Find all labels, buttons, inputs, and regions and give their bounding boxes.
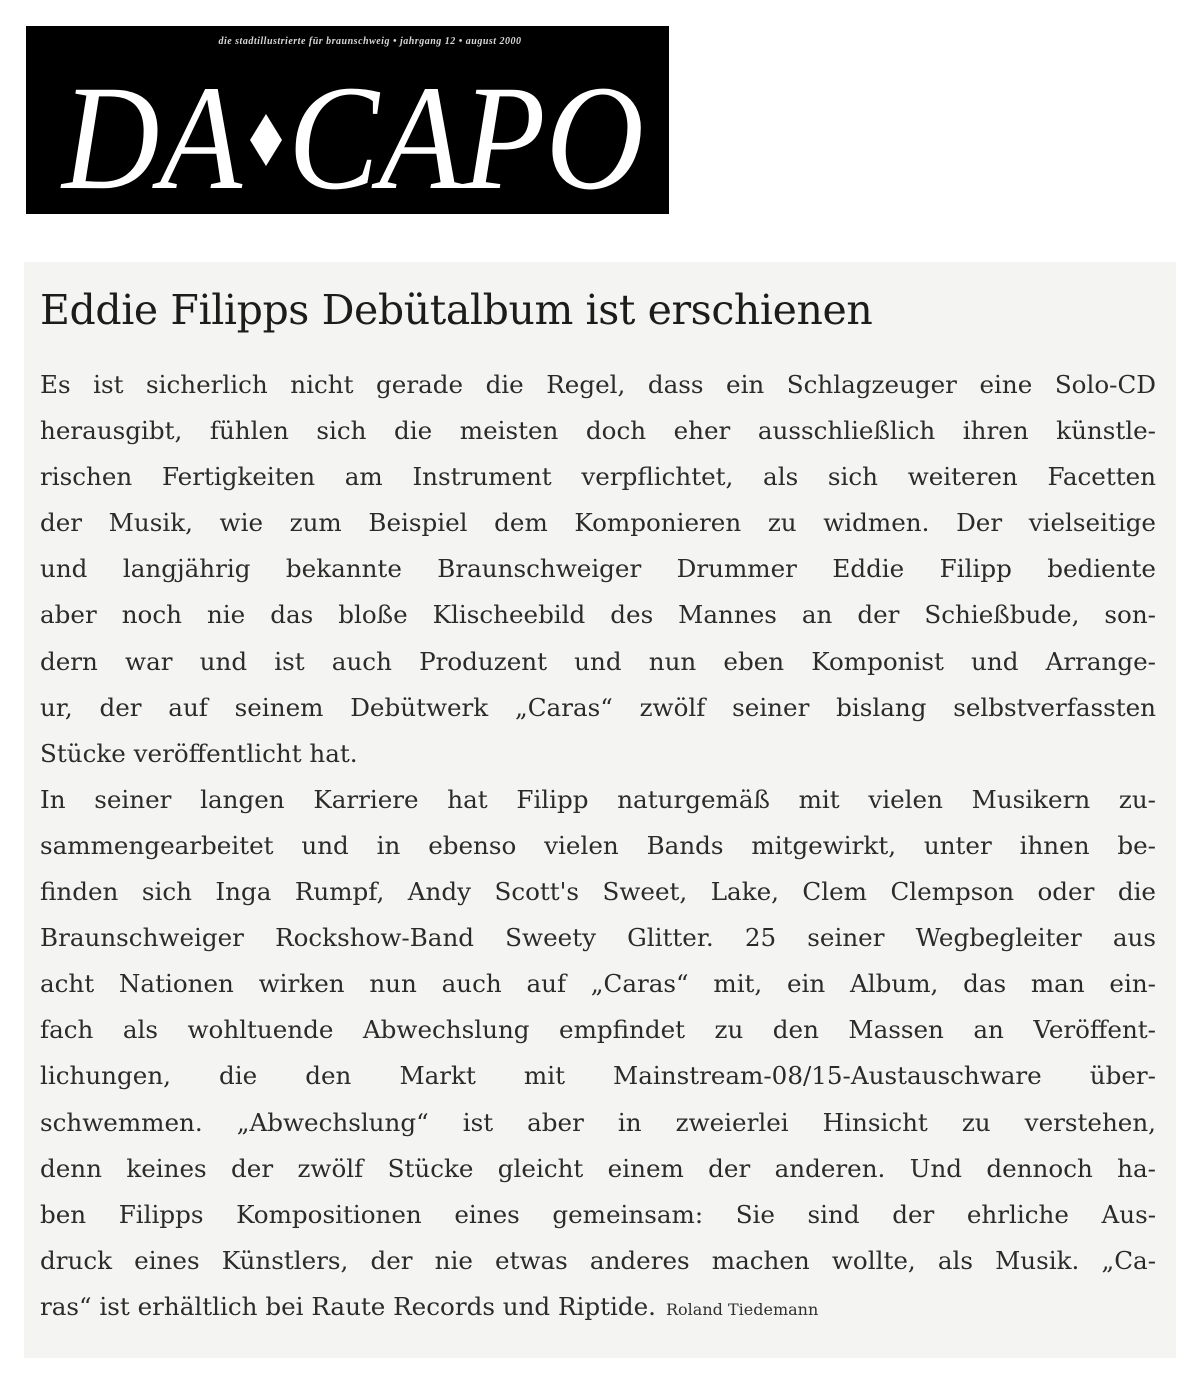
body-line: dern war und ist auch Produzent und nun eben Komponist und Arrange-	[40, 646, 1156, 676]
body-line: Braunschweiger Rockshow-Band Sweety Glitter. 25 seiner Wegbegleiter aus	[40, 923, 1156, 953]
body-line: rischen Fertigkeiten am Instrument verpflichtet, als sich weiteren Facetten	[40, 462, 1156, 492]
body-line: In seiner langen Karriere hat Filipp naturgemäß mit vielen Musikern zu-	[40, 784, 1156, 814]
article-clipping	[24, 262, 1176, 1358]
paragraph-1	[40, 362, 1156, 777]
byline: Roland Tiedemann	[666, 1299, 819, 1319]
svg-text:CAPO: CAPO	[288, 64, 644, 204]
body-line: ben Filipps Kompositionen eines gemeinsam: Sie sind der ehrliche Aus-	[40, 1199, 1156, 1229]
body-line: druck eines Künstlers, der nie etwas anderes machen wollte, als Musik. „Ca-	[40, 1245, 1156, 1275]
body-line: sammengearbeitet und in ebenso vielen Bands mitgewirkt, unter ihnen be-	[40, 830, 1156, 860]
body-line: acht Nationen wirken nun auch auf „Caras“ mit, ein Album, das man ein-	[40, 969, 1156, 999]
body-line: ur, der auf seinem Debütwerk „Caras“ zwölf seiner bislang selbstverfassten	[40, 692, 1156, 722]
body-line-final	[40, 1284, 1156, 1330]
article-body	[40, 362, 1156, 1330]
body-line: fach als wohltuende Abwechslung empfindet zu den Massen an Veröffent-	[40, 1015, 1156, 1045]
body-line: Stücke veröffentlicht hat.	[40, 738, 358, 768]
paragraph-2	[40, 777, 1156, 1330]
masthead	[26, 26, 669, 214]
svg-text:DA: DA	[60, 64, 244, 204]
body-line: lichungen, die den Markt mit Mainstream-08/15-Austauschware über-	[40, 1061, 1156, 1091]
body-line: finden sich Inga Rumpf, Andy Scott's Sweet, Lake, Clem Clempson oder die	[40, 877, 1156, 907]
closing-sentence: ras“ ist erhältlich bei Raute Records und Riptide.	[40, 1291, 656, 1321]
body-line: schwemmen. „Abwechslung“ ist aber in zweierlei Hinsicht zu verstehen,	[40, 1107, 1156, 1137]
body-line: der Musik, wie zum Beispiel dem Komponieren zu widmen. Der vielseitige	[40, 508, 1156, 538]
body-line: aber noch nie das bloße Klischeebild des Mannes an der Schießbude, son-	[40, 600, 1156, 630]
body-line: und langjährig bekannte Braunschweiger Drummer Eddie Filipp bediente	[40, 554, 1156, 584]
body-line: denn keines der zwölf Stücke gleicht einem der anderen. Und dennoch ha-	[40, 1153, 1156, 1183]
body-line: herausgibt, fühlen sich die meisten doch eher ausschließlich ihren künstle-	[40, 416, 1156, 446]
article-headline: Eddie Filipps Debütalbum ist erschienen	[40, 286, 873, 334]
masthead-tagline: die stadtillustrierte für braunschweig • jahrgang 12 • august 2000	[218, 36, 522, 47]
body-line: Es ist sicherlich nicht gerade die Regel, dass ein Schlagzeuger eine Solo-CD	[40, 370, 1156, 399]
dacapo-logo	[60, 64, 650, 204]
